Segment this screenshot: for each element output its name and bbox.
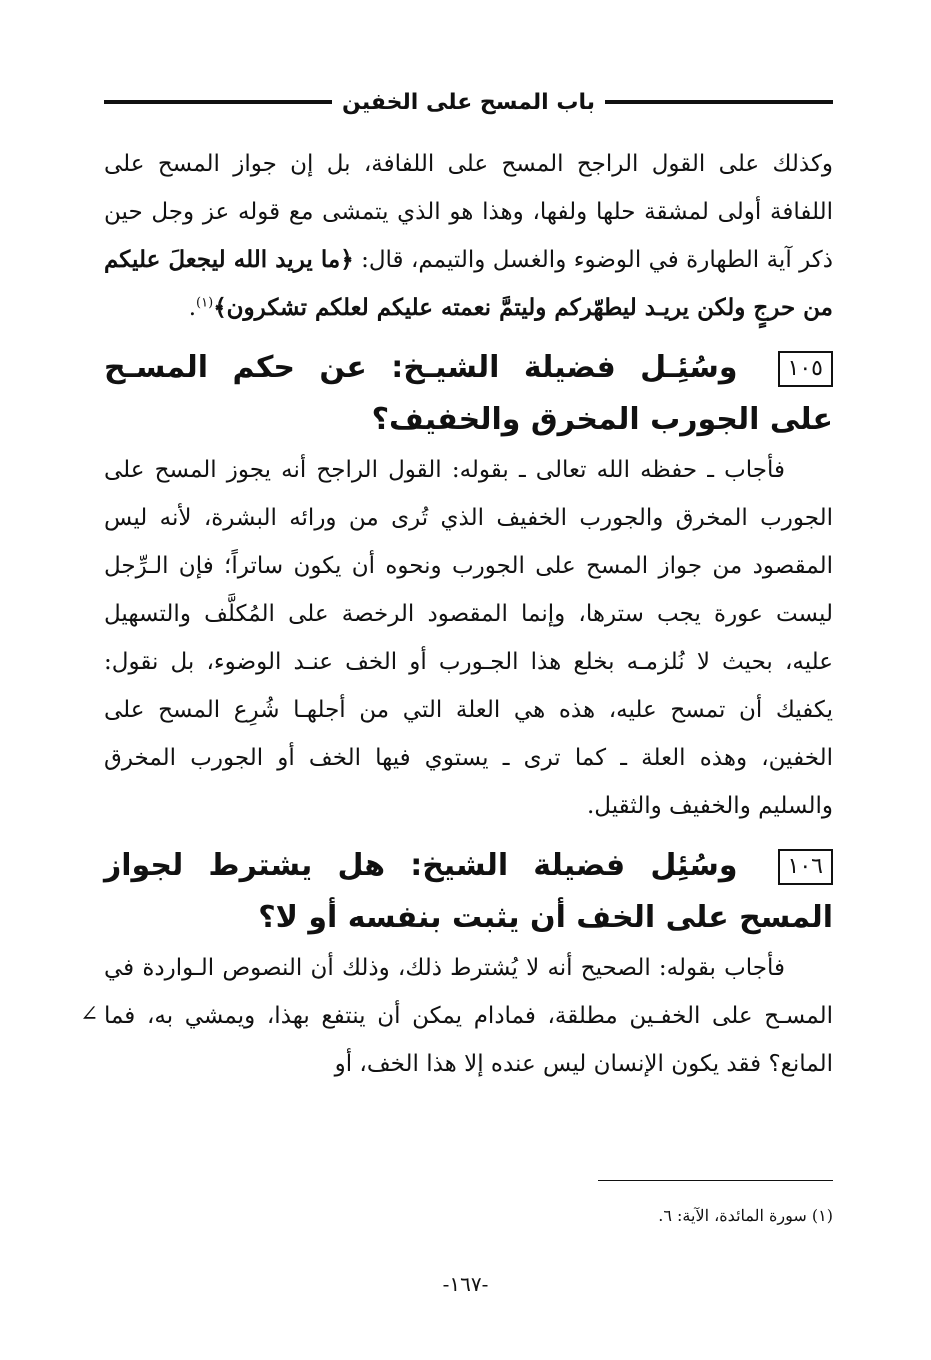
running-header [104, 84, 833, 120]
answer-105: فأجاب ـ حفظه الله تعالى ـ بقوله: القول الراجح أنه يجوز المسح على الجورب المخرق والجورب الخفيف الذي تُرى من ورائه البشرة، لأنه ليس المقصود من جواز المسح على الجورب ونحوه أن يكون ساتراً؛ فإن الـرِّجل ليست عورة يجب سترها، وإنما المقصود الرخصة على المُكلَّف والتسهيل عليه، بحيث لا نُلزمـه بخلع هذا الجـورب أو الخف عنـد الوضوء، بل نقول: يكفيك أن تمسح عليه، هذه هي العلة التي من أجلهـا شُرِع المسح على الخفين، وهذه العلة ـ كما ترى ـ يستوي فيها الخف أو الجورب المخرق والسليم والخفيف والثقيل. [104, 457, 834, 819]
question-number-105: ١٠٥ [778, 351, 833, 387]
question-number-106: ١٠٦ [778, 849, 833, 885]
footnote-ref[interactable]: (١) [196, 295, 214, 311]
question-106-heading [104, 840, 833, 944]
question-106-text: وسُئِل فضيلة الشيخ: هل يشترط لجواز المسح على الخف أن يثبت بنفسه أو لا؟ [104, 848, 833, 935]
quran-verse: ﴿ما يريد الله ليجعلَ عليكم من حرجٍ ولكن يريـد ليطهّركم وليتمَّ نعمته عليكم لعلكم تشكرون﴾ [104, 246, 833, 321]
page-body [104, 140, 833, 1088]
chapter-title: باب المسح على الخفين [342, 89, 595, 115]
answer-106: فأجاب بقوله: الصحيح أنه لا يُشترط ذلك، وذلك أن النصوص الـواردة في المسـح على الخفـين مطلقة، فمادام يمكن أن ينتفع بهذا، ويمشي به، فما المانع؟ فقد يكون الإنسان ليس عنده إلا هذا الخف، أو [104, 955, 833, 1077]
page-number: -١٦٧- [442, 1272, 489, 1296]
paragraph-end: . [188, 295, 197, 321]
footnote-separator [598, 1180, 833, 1181]
question-105-text: وسُئِـل فضيلة الشيـخ: عن حكم المسـح على الجورب المخرق والخفيف؟ [104, 350, 833, 437]
margin-mark: ∠ [80, 1002, 99, 1027]
question-105-heading [104, 342, 833, 446]
footnote: (١) سورة المائدة، الآية: ٦. [658, 1206, 833, 1225]
paragraph-intro [104, 140, 833, 332]
paragraph-intro-text: وكذلك على القول الراجح المسح على اللفافة، بل إن جواز المسح على اللفافة أولى لمشقة حلها ولفها، وهذا هو الذي يتمشى مع قوله عز وجل حين ذكر آية الطهارة في الوضوء والغسل والتيمم، قال: [104, 151, 833, 273]
header-rule-right [605, 100, 833, 104]
header-rule-left [104, 100, 332, 104]
